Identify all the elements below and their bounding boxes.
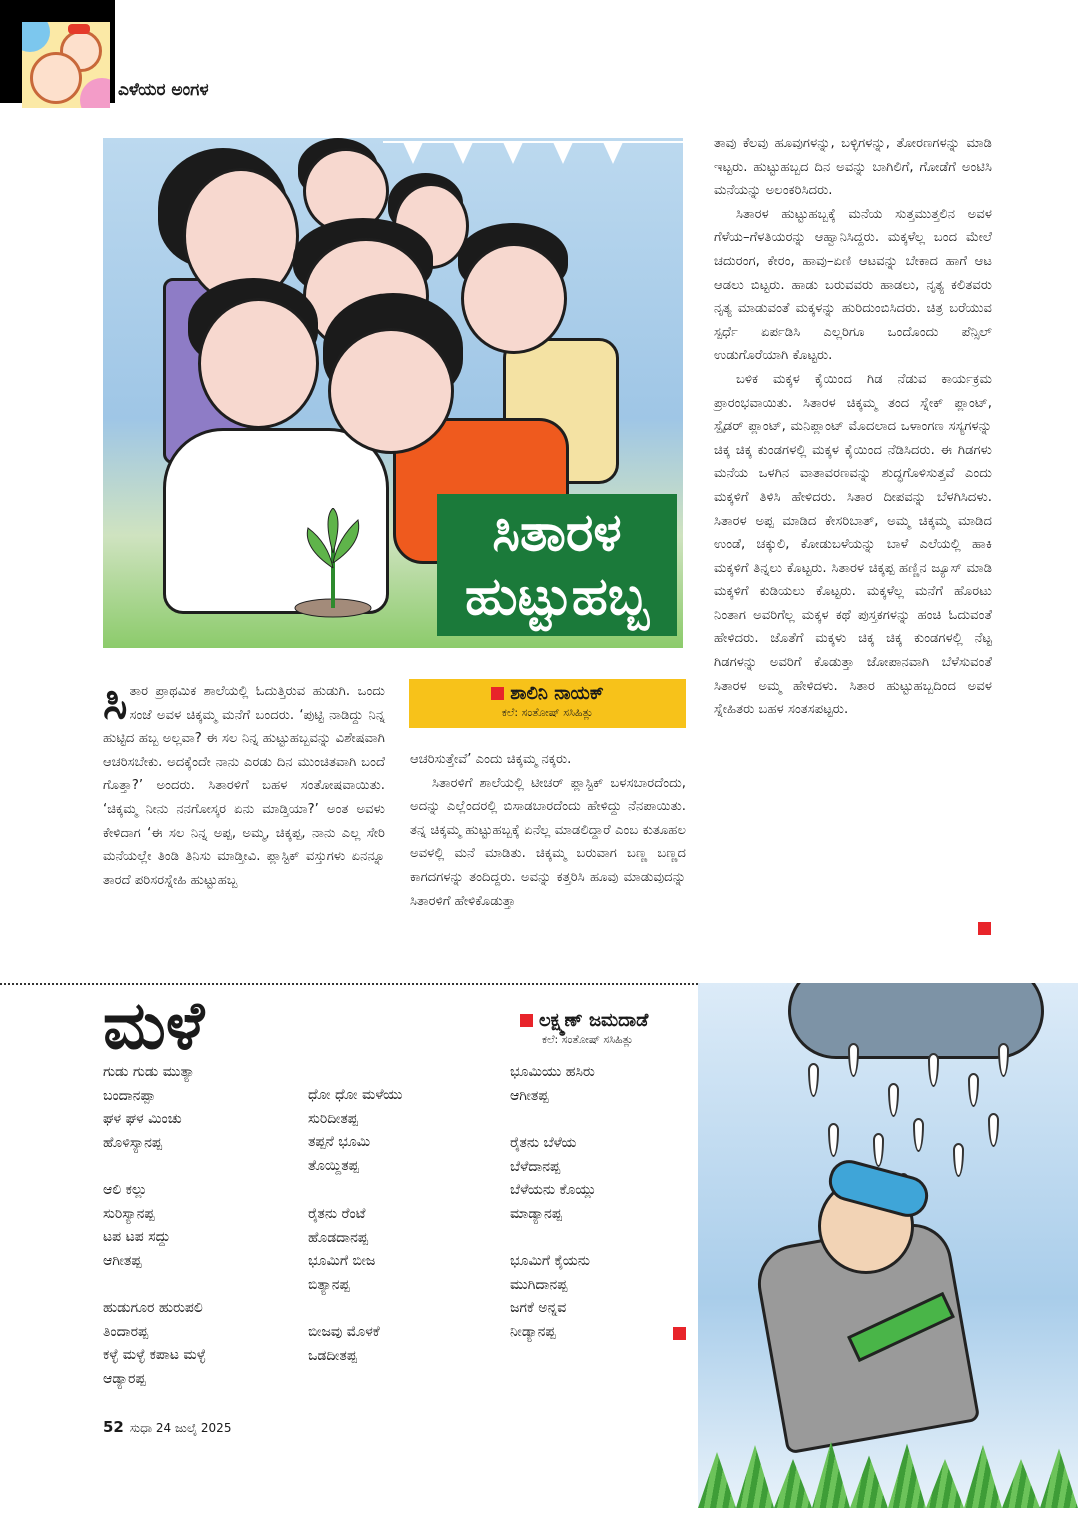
- rain-farmer-illustration: [698, 983, 1078, 1508]
- story-paragraph: ತಾರ ಪ್ರಾಥಮಿಕ ಶಾಲೆಯಲ್ಲಿ ಓದುತ್ತಿರುವ ಹುಡುಗಿ. ಒಂದು ಸಂಜೆ ಅವಳ ಚಿಕ್ಕಮ್ಮ ಮನೆಗೆ ಬಂದರು. ‘ಪುಟ್ಟಿ ನಾಡಿದ್ದು ನಿನ್ನ ಹುಟ್ಟಿದ ಹಬ್ಬ ಅಲ್ಲವಾ? ಈ ಸಲ ನಿನ್ನ ಹುಟ್ಟುಹಬ್ಬವನ್ನು ವಿಶೇಷವಾಗಿ ಆಚರಿಸಬೇಕು. ಅದಕ್ಕೆಂದೇ ನಾನು ಎರಡು ದಿನ ಮುಂಚಿತವಾಗಿ ಬಂದೆ ಗೊತ್ತಾ?’ ಅಂದರು. ಸಿತಾರಳಿಗೆ ಬಹಳ ಸಂತೋಷವಾಯಿತು. ‘ಚಿಕ್ಕಮ್ಮ ನೀನು ನನಗೋಸ್ಕರ ಏನು ಮಾಡ್ತಿಯಾ?’ ಅಂತ ಅವಳು ಕೇಳಿದಾಗ ‘ಈ ಸಲ ನಿನ್ನ ಅಪ್ಪ, ಅಮ್ಮ, ಚಿಕ್ಕಪ್ಪ, ನಾನು ಎಲ್ಲ ಸೇರಿ ಮನೆಯಲ್ಲೇ ತಿಂಡಿ ತಿನಿಸು ಮಾಡ್ತೀವಿ. ಪ್ಲಾಸ್ಟಿಕ್ ವಸ್ತುಗಳು ಏನನ್ನೂ ತಾರದೆ ಪರಿಸರಸ್ನೇಹಿ ಹುಟ್ಟುಹಬ್ಬ: [103, 684, 385, 888]
- red-square-icon: [491, 687, 504, 700]
- poem-line: ಬೆಳೆದಾನಪ್ಪ: [510, 1158, 561, 1175]
- poem-line: ಆಡ್ಯಾರಪ್ಪ: [103, 1370, 146, 1387]
- poem-stanza: [510, 1061, 595, 1108]
- poem-line: ಹುಡುಗೂರ ಹುರುಪಲಿ: [103, 1300, 203, 1316]
- poem-line: ರೈತನು ರೆಂಟೆ: [308, 1206, 366, 1222]
- story-title-line1: ಸಿತಾರಳ: [492, 503, 622, 563]
- story-art-credit: ಕಲೆ: ಸಂತೋಷ್ ಸಸಿಹಿತ್ಲು: [501, 706, 594, 719]
- poem-stanza: [308, 1321, 380, 1368]
- section-label: ಎಳೆಯರ ಅಂಗಳ: [118, 80, 209, 100]
- poem-line: ಬಂದಾನಪ್ಪಾ: [103, 1087, 156, 1104]
- story-paragraph: ಬಳಿಕ ಮಕ್ಕಳ ಕೈಯಿಂದ ಗಿಡ ನೆಡುವ ಕಾರ್ಯಕ್ರಮ ಪ್ರಾರಂಭವಾಯಿತು. ಸಿತಾರಳ ಚಿಕ್ಕಮ್ಮ ತಂದ ಸ್ನೇಕ್ ಪ್ಲಾಂಟ್, ಸ್ಪೈಡರ್ ಪ್ಲಾಂಟ್, ಮನಿಪ್ಲಾಂಟ್ ಮೊದಲಾದ ಒಳಾಂಗಣ ಸಸ್ಯಗಳನ್ನು ಚಿಕ್ಕ ಚಿಕ್ಕ ಕುಂಡಗಳಲ್ಲಿ ಮಕ್ಕಳ ಕೈಯಿಂದ ನೆಡಿಸಿದರು. ಈ ಗಿಡಗಳು ಮನೆಯ ಒಳಗಿನ ವಾತಾವರಣವನ್ನು ಶುದ್ಧಗೊಳಿಸುತ್ತವೆ ಎಂದು ಮಕ್ಕಳಿಗೆ ತಿಳಿಸಿ ಹೇಳಿದರು. ಸಿತಾರ ದೀಪವನ್ನು ಬೆಳಗಿಸಿದಳು. ಸಿತಾರಳ ಅಪ್ಪ ಮಾಡಿದ ಕೇಸರಿಬಾತ್, ಅಮ್ಮ ಚಿಕ್ಕಮ್ಮ ಮಾಡಿದ ಉಂಡೆ, ಚಕ್ಕುಲಿ, ಕೋಡುಬಳೆಯನ್ನು ಬಾಳೆ ಎಲೆಯಲ್ಲಿ ಹಾಕಿ ಮಕ್ಕಳಿಗೆ ತಿನ್ನಲು ಕೊಟ್ಟರು. ಸಿತಾರಳ ಚಿಕ್ಕಪ್ಪ ಹಣ್ಣಿನ ಜ್ಯೂಸ್ ಮಾಡಿ ಮಕ್ಕಳಿಗೆ ಕುಡಿಯಲು ಕೊಟ್ಟರು. ಮಕ್ಕಳೆಲ್ಲ ಮನೆಗೆ ಹೊರಟು ನಿಂತಾಗ ಅವರಿಗೆಲ್ಲ ಮಕ್ಕಳ ಕಥೆ ಪುಸ್ತಕಗಳನ್ನು ಹಂಚಿ ಓದುವಂತೆ ಹೇಳಿದರು. ಜೊತೆಗೆ ಮಕ್ಕಳು ಚಿಕ್ಕ ಚಿಕ್ಕ ಕುಂಡಗಳಲ್ಲಿ ನೆಟ್ಟ ಗಿಡಗಳನ್ನು ಅವರಿಗೆ ಕೊಡುತ್ತಾ ಜೋಪಾನವಾಗಿ ಬೆಳೆಸುವಂತೆ ಸಿತಾರಳ ಅಮ್ಮ ಹೇಳಿದಳು. ಸಿತಾರ ಹುಟ್ಟುಹಬ್ಬದಿಂದ ಅವಳ ಸ್ನೇಹಿತರು ಬಹಳ ಸಂತಸಪಟ್ಟರು.: [714, 371, 992, 718]
- poem-line: ಟಪ ಟಪ ಸದ್ದು: [103, 1229, 171, 1246]
- poem-line: ಸುರಿದೀತಪ್ಪ: [308, 1110, 358, 1127]
- poem-line: ಹೊಳಿಸ್ಯಾನಪ್ಪ: [103, 1134, 162, 1151]
- poem-author: ಲಕ್ಷ್ಮಣ್ ಜಮದಾಡೆ: [539, 1010, 649, 1031]
- story-title-line2: ಹುಟ್ಟುಹಬ್ಬ: [465, 567, 649, 627]
- page-footer: [103, 1418, 231, 1436]
- poem-line: ನೀಡ್ಯಾನಪ್ಪ: [510, 1323, 556, 1340]
- poem-line: ಜಗಕೆ ಅನ್ನವ: [510, 1300, 567, 1317]
- story-byline: [409, 679, 686, 728]
- poem-stanza: [510, 1132, 596, 1226]
- poem-stanza: [103, 1297, 206, 1391]
- story-paragraph: ಆಚರಿಸುತ್ತೇವೆ’ ಎಂದು ಚಿಕ್ಕಮ್ಮ ನಕ್ಕರು.: [410, 752, 572, 767]
- poem-line: ಕಳ್ಳೆ ಮಳ್ಳೆ ಕಪಾಟ ಮಳ್ಳೆ: [103, 1347, 206, 1364]
- story-column-3: [714, 132, 992, 722]
- poem-stanza: [308, 1084, 403, 1178]
- poem-line: ತಿಂದಾರಪ್ಪ: [103, 1323, 149, 1340]
- poem-line: ಆಗೀತಪ್ಪ: [103, 1252, 142, 1269]
- poem-line: ಬಿತ್ಯಾನಪ್ಪ: [308, 1276, 350, 1293]
- poem-line: ತಪ್ಪನೆ ಭೂಮಿ: [308, 1134, 371, 1151]
- story-column-1: [103, 675, 385, 892]
- poem-art-credit: ಕಲೆ: ಸಂತೋಷ್ ಸಸಿಹಿತ್ಲು: [542, 1033, 634, 1046]
- poem-stanza: [510, 1250, 590, 1344]
- poem-line: ಆಗೀತಪ್ಪ: [510, 1087, 549, 1104]
- poem-line: ಹೊಡದಾನಪ್ಪ: [308, 1229, 368, 1246]
- poem-stanza: [308, 1203, 375, 1297]
- poem-line: ಭೂಮಿಗೆ ಬೀಜ: [308, 1253, 376, 1270]
- poem-line: ಬೀಜವು ಮೊಳಕೆ: [308, 1324, 380, 1340]
- poem-line: ಸುರಿಸ್ಯಾನಪ್ಪ: [103, 1205, 155, 1222]
- story-paragraph: ಸಿತಾರಳ ಹುಟ್ಟುಹಬ್ಬಕ್ಕೆ ಮನೆಯ ಸುತ್ತಮುತ್ತಲಿನ ಅವಳ ಗೆಳೆಯ–ಗೆಳತಿಯರನ್ನು ಆಹ್ವಾನಿಸಿದ್ದರು. ಮಕ್ಕಳೆಲ್ಲ ಬಂದ ಮೇಲೆ ಚದುರಂಗ, ಕೇರಂ, ಹಾವು–ಏಣಿ ಆಟವನ್ನು ಬೇಕಾದ ಹಾಗೆ ಆಟ ಆಡಲು ಬಿಟ್ಟರು. ಹಾಡು ಬರುವವರು ಹಾಡಲು, ನೃತ್ಯ ಕಲಿತವರು ನೃತ್ಯ ಮಾಡುವಂತೆ ಮಕ್ಕಳನ್ನು ಹುರಿದುಂಬಿಸಿದರು. ಚಿತ್ರ ಬರೆಯುವ ಸ್ಪರ್ಧೆ ಏರ್ಪಡಿಸಿ ಎಲ್ಲರಿಗೂ ಒಂದೊಂದು ಪೆನ್ಸಿಲ್ ಉಡುಗೊರೆಯಾಗಿ ಕೊಟ್ಟರು.: [714, 206, 992, 364]
- character-face: [461, 243, 567, 354]
- publication-date: ಸುಧಾ 24 ಜುಲೈ 2025: [129, 1421, 232, 1435]
- poem-line: ಭೂಮಿಗೆ ಕೈಯನು: [510, 1253, 591, 1269]
- poem-line: ಧೋ ಧೋ ಮಳೆಯು: [308, 1087, 403, 1103]
- story-end-mark-icon: [978, 922, 991, 935]
- poem-line: ಗುಡು ಗುಡು ಮುತ್ಯಾ: [103, 1064, 195, 1080]
- red-square-icon: [520, 1014, 533, 1027]
- story-title: [437, 494, 677, 636]
- poem-line: ಬೆಳೆಯನು ಕೊಯ್ಲು: [510, 1182, 597, 1199]
- poem-byline: [520, 1010, 720, 1047]
- story-column-2: [410, 748, 686, 913]
- poem-stanza: [103, 1061, 195, 1155]
- page-number: 52: [103, 1418, 124, 1436]
- story-paragraph: ಸಿತಾರಳಿಗೆ ಶಾಲೆಯಲ್ಲಿ ಟೀಚರ್ ಪ್ಲಾಸ್ಟಿಕ್ ಬಳಸಬಾರದೆಂದು, ಅದನ್ನು ಎಲ್ಲೆಂದರಲ್ಲಿ ಬಿಸಾಡಬಾರದೆಂದು ಹೇಳಿದ್ದು ನೆನಪಾಯಿತು. ತನ್ನ ಚಿಕ್ಕಮ್ಮ ಹುಟ್ಟುಹಬ್ಬಕ್ಕೆ ಏನೆಲ್ಲ ಮಾಡಲಿದ್ದಾರೆ ಎಂಬ ಕುತೂಹಲ ಅವಳಲ್ಲಿ ಮನೆ ಮಾಡಿತು. ಚಿಕ್ಕಮ್ಮ ಬರುವಾಗ ಬಣ್ಣ ಬಣ್ಣದ ಕಾಗದಗಳನ್ನು ತಂದಿದ್ದರು. ಅವನ್ನು ಕತ್ತರಿಸಿ ಹೂವು ಮಾಡುವುದನ್ನು ಸಿತಾರಳಿಗೆ ಹೇಳಿಕೊಡುತ್ತಾ: [410, 775, 686, 909]
- poem-line: ಘಳ ಘಳ ಮಿಂಚು: [103, 1111, 182, 1128]
- kids-logo-icon: [22, 22, 110, 108]
- plant-icon: [293, 508, 373, 618]
- character-face: [328, 328, 454, 454]
- poem-line: ರೈತನು ಬೆಳೆಯ: [510, 1135, 577, 1151]
- drop-cap: ಸಿ: [103, 675, 128, 729]
- poem-line: ಮಾಡ್ಯಾನಪ್ಪ: [510, 1205, 562, 1222]
- story-paragraph: ತಾವು ಕೆಲವು ಹೂವುಗಳನ್ನು, ಬಳ್ಳಿಗಳನ್ನು, ತೋರಣಗಳನ್ನು ಮಾಡಿ ಇಟ್ಟರು. ಹುಟ್ಟುಹಬ್ಬದ ದಿನ ಅವನ್ನು ಬಾಗಿಲಿಗೆ, ಗೋಡೆಗೆ ಅಂಟಿಸಿ ಮನೆಯನ್ನು ಅಲಂಕರಿಸಿದರು.: [714, 136, 992, 199]
- poem-line: ತೊಯ್ದಿತಪ್ಪ: [308, 1157, 359, 1174]
- poem-end-mark-icon: [673, 1327, 686, 1340]
- bunting-icon: [383, 138, 683, 168]
- poem-title: ಮಳೆ: [103, 987, 205, 1064]
- story-author: ಶಾಲಿನಿ ನಾಯಕ್: [510, 683, 604, 704]
- poem-stanza: [103, 1179, 170, 1273]
- poem-line: ಆಲಿ ಕಲ್ಲು: [103, 1182, 148, 1198]
- poem-line: ಭೂಮಿಯು ಹಸಿರು: [510, 1064, 595, 1080]
- poem-line: ಮುಗಿದಾನಪ್ಪ: [510, 1276, 568, 1293]
- poem-line: ಒಡದೀತಪ್ಪ: [308, 1347, 357, 1364]
- character-face: [198, 298, 319, 429]
